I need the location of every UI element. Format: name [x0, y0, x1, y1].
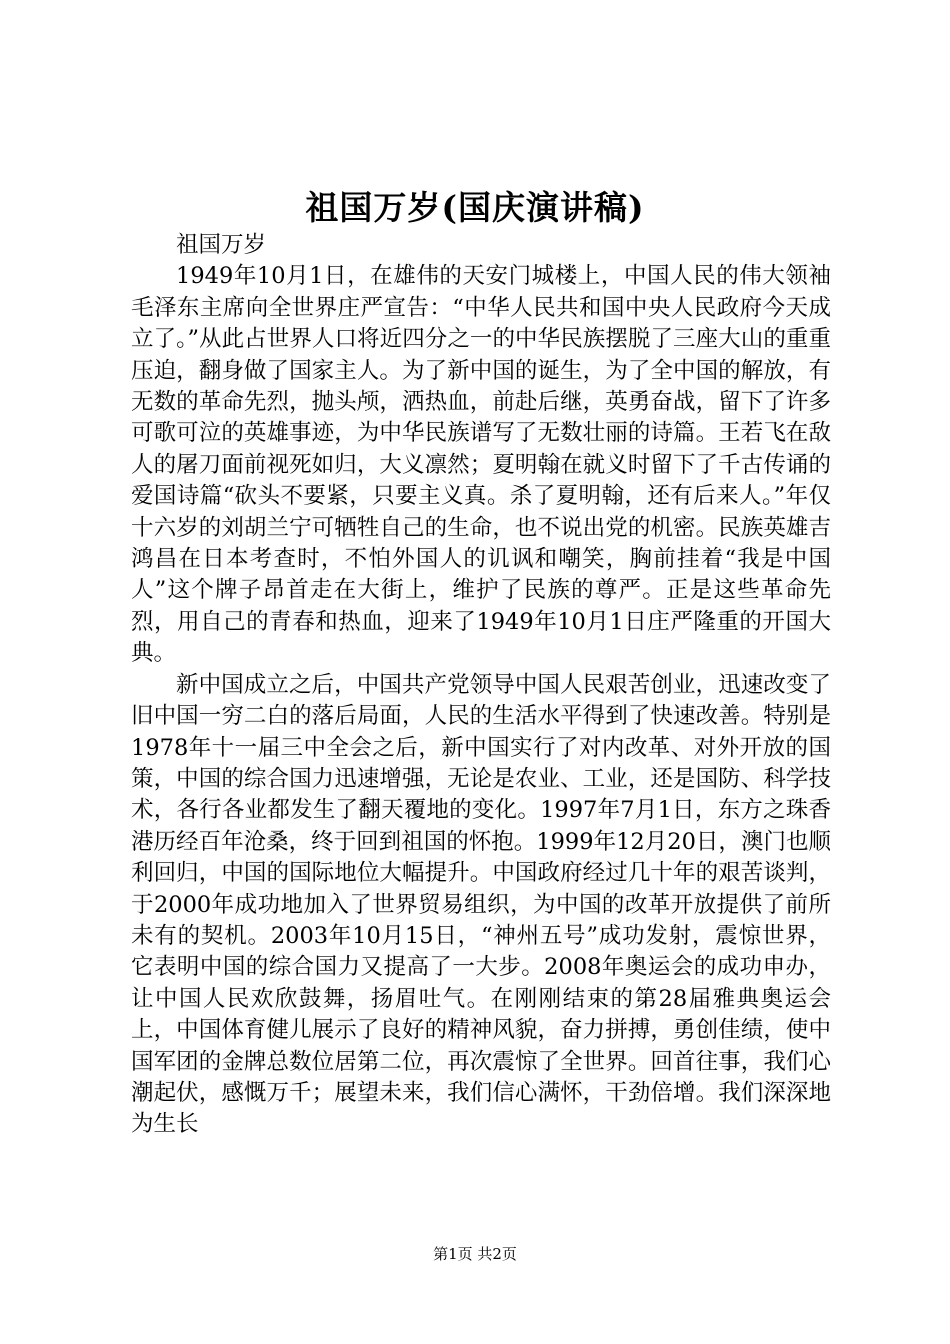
document-title: 祖国万岁(国庆演讲稿) — [305, 188, 645, 227]
body-paragraph-heading: 祖国万岁 — [176, 232, 267, 258]
body-paragraph: 新中国成立之后，中国共产党领导中国人民艰苦创业，迅速改变了旧中国一穷二白的落后局面，人民的生活水平得到了快速改善。特别是1978年十一届三中全会之后，新中国实行了对内改革、对外开放的国策，中国的综合国力迅速增强，无论是农业、工业，还是国防、科学技术，各行各业都发生了翻天覆地的变化。1997年7月1日，东方之珠香港历经百年沧桑，终于回到祖国的怀抱。1999年12月20日，澳门也顺利回归，中国的国际地位大幅提升。中国政府经过几十年的艰苦谈判，于2000年成功地加入了世界贸易组织，为中国的改革开放提供了前所未有的契机。2003年10月15日，“神州五号”成功发射，震惊世界，它表明中国的综合国力又提高了一大步。2008年奥运会的成功申办，让中国人民欢欣鼓舞，扬眉吐气。在刚刚结束的第28届雅典奥运会上，中国体育健儿展示了良好的精神风貌，奋力拼搏，勇创佳绩，使中国军团的金牌总数位居第二位，再次震惊了全世界。回首往事，我们心潮起伏，感慨万千；展望未来，我们信心满怀，干劲倍增。我们深深地为生长 — [131, 671, 831, 1138]
body-paragraph: 1949年10月1日，在雄伟的天安门城楼上，中国人民的伟大领袖毛泽东主席向全世界庄严宣告：“中华人民共和国中央人民政府今天成立了。”从此占世界人口将近四分之一的中华民族摆脱了三座大山的重重压迫，翻身做了国家主人。为了新中国的诞生，为了全中国的解放，有无数的革命先烈，抛头颅，洒热血，前赴后继，英勇奋战，留下了许多可歌可泣的英雄事迹，为中华民族谱写了无数壮丽的诗篇。王若飞在敌人的屠刀面前视死如归，大义凛然；夏明翰在就义时留下了千古传诵的爱国诗篇“砍头不要紧，只要主义真。杀了夏明翰，还有后来人。”年仅十六岁的刘胡兰宁可牺牲自己的生命，也不说出党的机密。民族英雄吉鸿昌在日本考查时，不怕外国人的讥讽和嘲笑，胸前挂着“我是中国人”这个牌子昂首走在大街上，维护了民族的尊严。正是这些革命先烈，用自己的青春和热血，迎来了1949年10月1日庄严隆重的开国大典。 — [131, 263, 831, 667]
page-footer: 第1页 共2页 — [433, 1245, 517, 1263]
document-body — [131, 230, 831, 1141]
